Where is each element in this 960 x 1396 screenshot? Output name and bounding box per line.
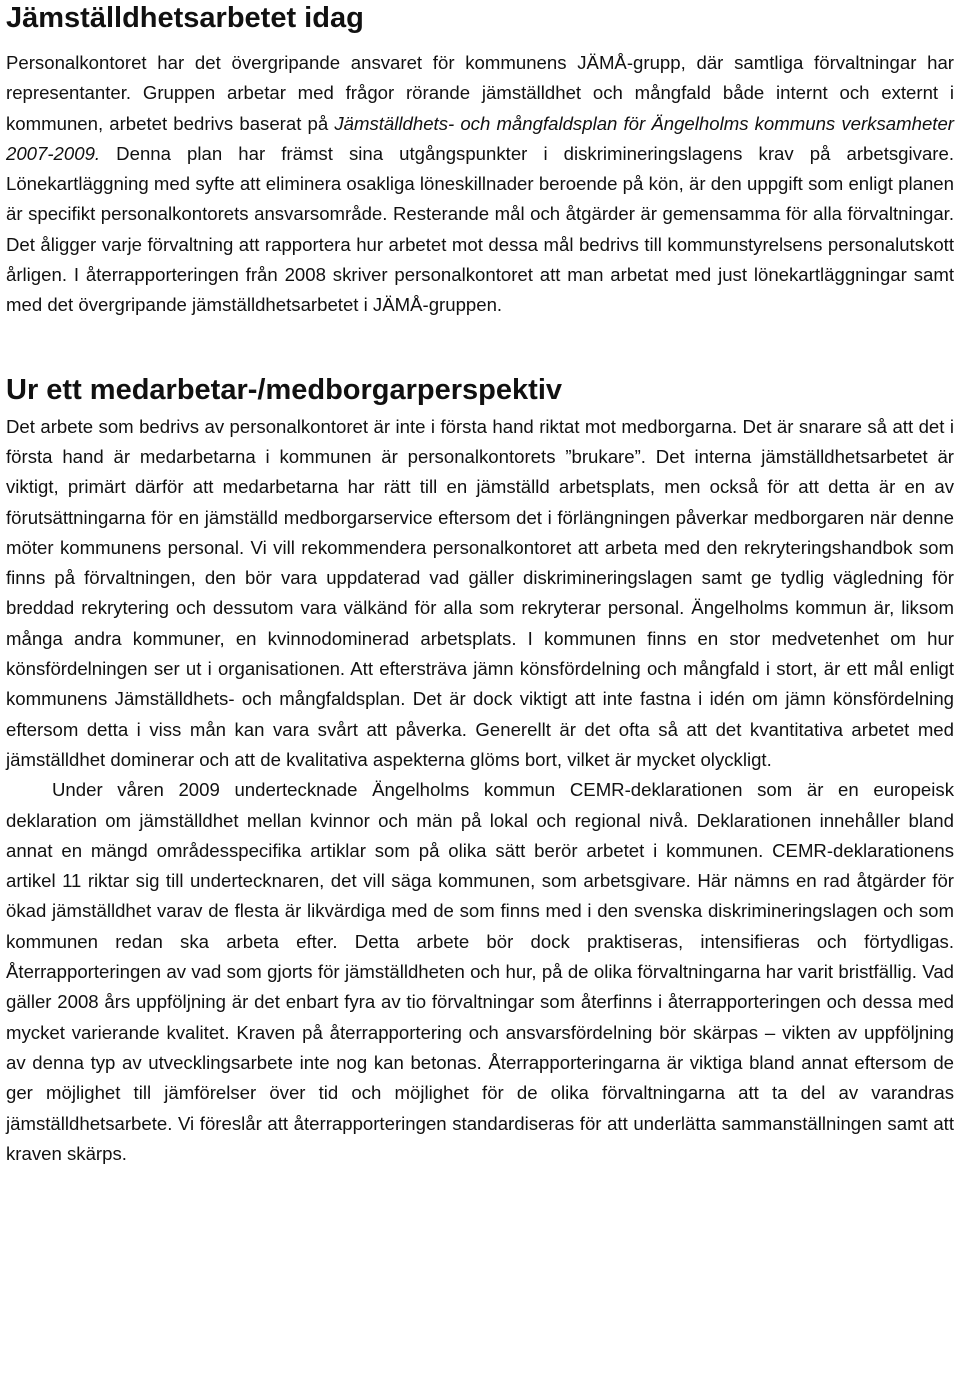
section2-paragraph-2: Under våren 2009 undertecknade Ängelholms kommun CEMR-deklarationen som är en europeisk deklaration om jämställdhet mellan kvinnor och män på lokal och regional nivå. Deklarationen innehåller bland annat en mängd områdesspecifika artiklar som på olika sätt berör arbetet i kommunen. CEMR-deklarationens artikel 11 riktar sig till undertecknaren, det vill säga kommunen, som arbetsgivare. Här nämns en rad åtgärder för ökad jämställdhet varav de flesta är likvärdiga med de som finns med i den svenska diskrimineringslagen och som kommunen redan ska arbeta efter. Detta arbete bör dock praktiseras, intensifieras och förtydligas. Återrapporteringen av vad som gjorts för jämställdheten och hur, på de olika förvaltningarna har varit bristfällig. Vad gäller 2008 års uppföljning är det enbart fyra av tio förvaltningar som återfinns i återrapporteringen och dessa med mycket varierande kvalitet. Kraven på återrapportering och ansvarsfördelning bör skärpas – vikten av uppföljning av denna typ av utvecklingsarbete inte nog kan betonas. Återrapporteringarna är viktiga bland annat eftersom de ger möjlighet till jämförelser över tid och möjlighet för de olika förvaltningarna att ta del av varandras jämställdhetsarbete. Vi föreslår att återrapporteringen standardiseras för att underlätta sammanställningen samt att kraven skärps. bbox=[6, 779, 954, 1164]
section1-paragraph bbox=[6, 48, 954, 321]
section-heading-medarbetarperspektiv: Ur ett medarbetar-/medborgarperspektiv bbox=[6, 373, 562, 406]
section1-text-before-italic: Personalkontoret har det övergripande ansvaret för kommunens JÄMÅ-grupp, där samtliga förvaltningar har representanter. Gruppen arbetar med frågor rörande jämställdhet och mångfald både internt och externt i kommunen, arbetet bedrivs baserat på bbox=[6, 52, 954, 134]
section-heading-jamstalldhetsarbetet: Jämställdhetsarbetet idag bbox=[6, 2, 364, 34]
section2-paragraph-1: Det arbete som bedrivs av personalkontoret är inte i första hand riktat mot medborgarna. Det är snarare så att det i första hand är medarbetarna i kommunen är personalkontorets ”brukare”. Det interna jämställdhetsarbetet är viktigt, primärt därför att medarbetarna har rätt till en jämställd arbetsplats, men också för att detta är en av förutsättningarna för en jämställd medborgarservice eftersom det i förlängningen påverkar medborgaren när denne möter kommunens personal. Vi vill rekommendera personalkontoret att arbeta med den rekryteringshandbok som finns på förvaltningen, den bör vara uppdaterad vad gäller diskrimineringslagen samt ge tydlig vägledning för breddad rekrytering och dessutom vara välkänd för alla som rekryterar personal. Ängelholms kommun är, liksom många andra kommuner, en kvinnodominerad arbetsplats. I kommunen finns en stor medvetenhet om hur könsfördelningen ser ut i organisationen. Att eftersträva jämn könsfördelning och mångfald i stort, är ett mål enligt kommunens Jämställdhets- och mångfaldsplan. Det är dock viktigt att inte fastna i idén om jämn könsfördelning eftersom detta i viss mån kan vara svårt att påverka. Generellt är det ofta så att det kvantitativa arbetet med jämställdhet dominerar och att de kvalitativa aspekterna glöms bort, vilket är mycket olyckligt. bbox=[6, 415, 954, 770]
section1-italic-plan-title: Jämställdhets- och mångfaldsplan för Ängelholms kommuns verksamheter 2007-2009. bbox=[6, 112, 954, 164]
section1-text-after-italic: Denna plan har främst sina utgångspunkter i diskrimineringslagens krav på arbetsgivare. Lönekartläggning med syfte att eliminera osakliga löneskillnader beroende på kön, är den uppgift som enligt planen är specifikt personalkontorets ansvarsområde. Resterande mål och åtgärder är gemensamma för alla förvaltningar. Det åligger varje förvaltning att rapportera hur arbetet mot dessa mål bedrivs till kommunstyrelsens personalutskott årligen. I återrapporteringen från 2008 skriver personalkontoret att man arbetat med just lönekartläggningar samt med det övergripande jämställdhetsarbetet i JÄMÅ-gruppen. bbox=[6, 142, 954, 316]
